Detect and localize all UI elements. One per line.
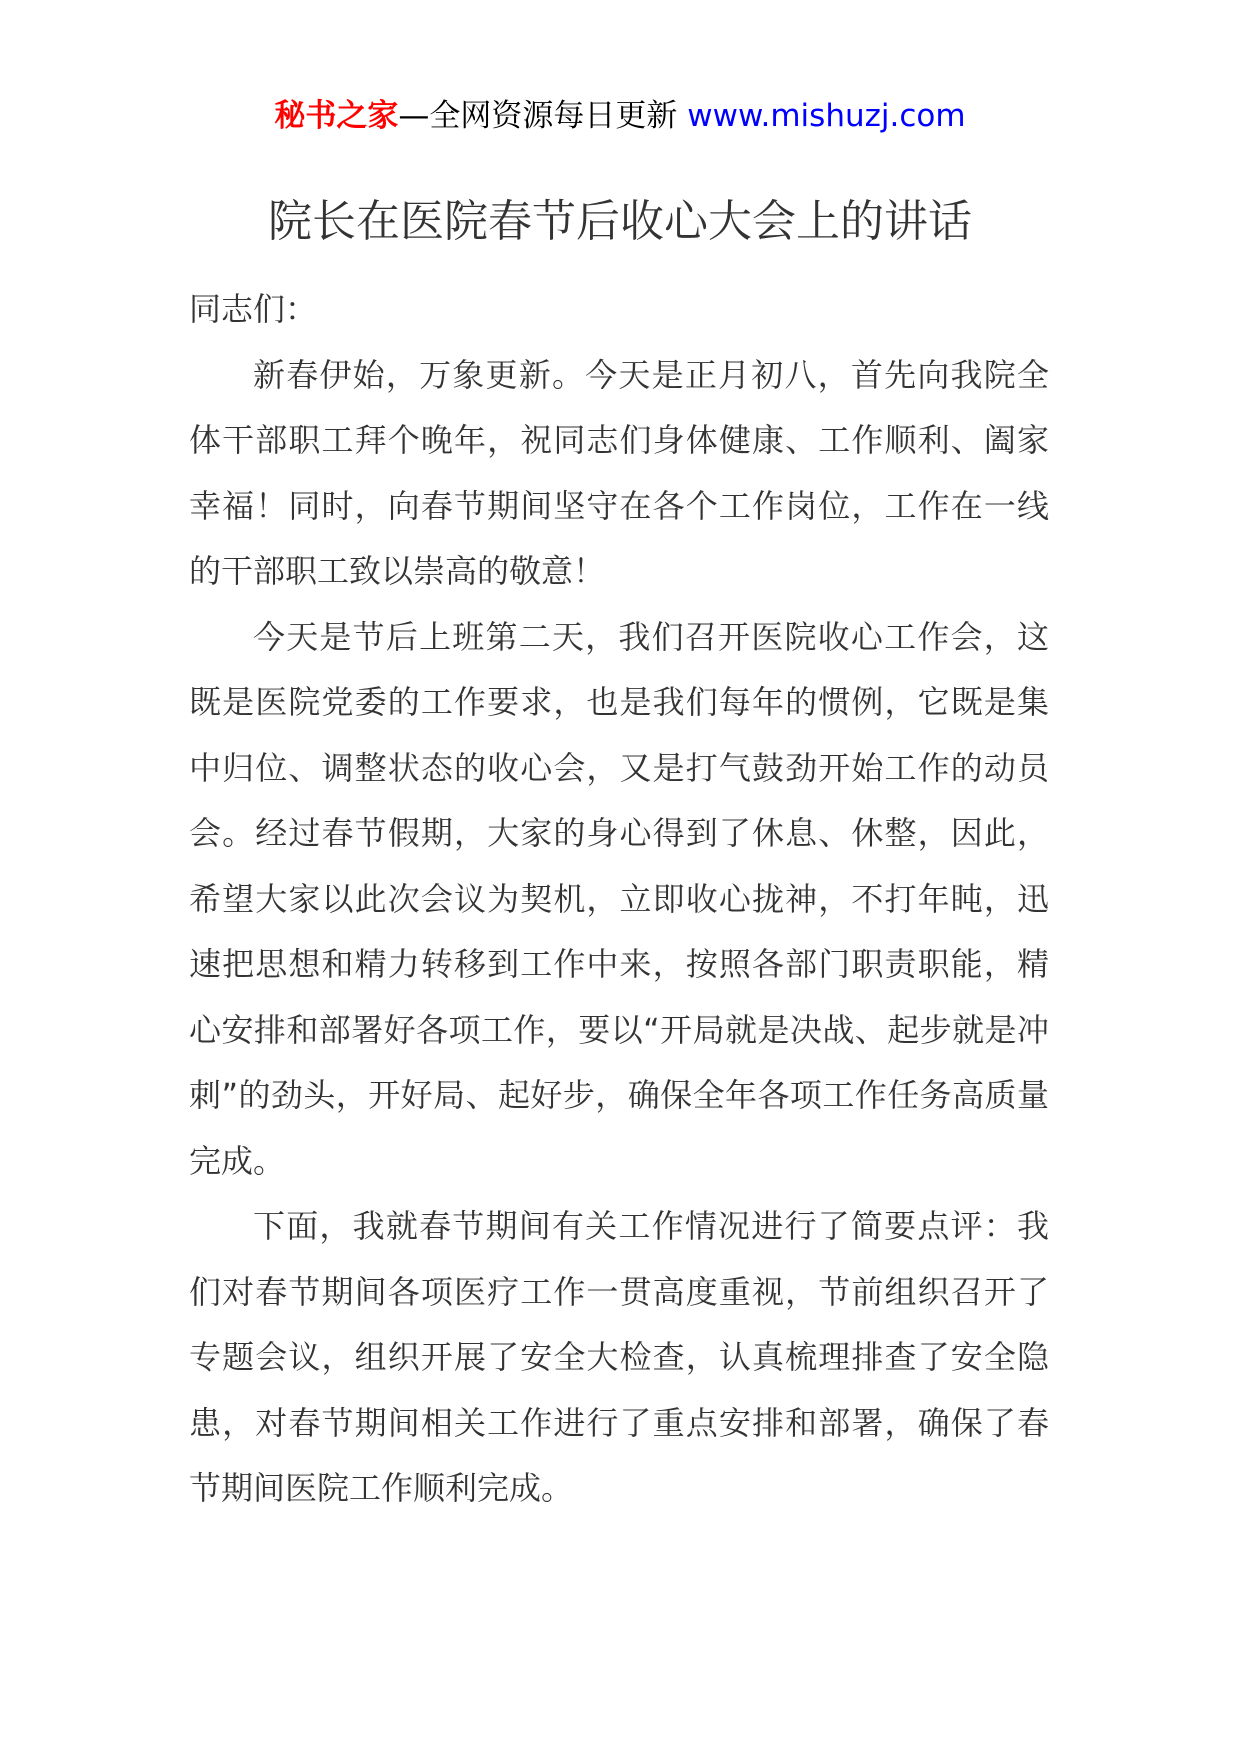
paragraph-2: 今天是节后上班第二天，我们召开医院收心工作会，这既是医院党委的工作要求，也是我们每年的惯例，它既是集中归位、调整状态的收心会，又是打气鼓劲开始工作的动员会。经过春节假期，大家的身心得到了休息、休整，因此，希望大家以此次会议为契机，立即收心拢神，不打年盹，迅速把思想和精力转移到工作中来，按照各部门职责职能，精心安排和部署好各项工作，要以“开局就是决战、起步就是冲刺”的劲头，开好局、起好步，确保全年各项工作任务高质量完成。 bbox=[189, 617, 1049, 1180]
document-title: 院长在医院春节后收心大会上的讲话 bbox=[268, 196, 972, 247]
paragraph-3: 下面，我就春节期间有关工作情况进行了简要点评：我们对春节期间各项医疗工作一贯高度重视，节前组织召开了专题会议，组织开展了安全大检查，认真梳理排查了安全隐患，对春节期间相关工作进行了重点安排和部署，确保了春节期间医院工作顺利完成。 bbox=[189, 1207, 1049, 1507]
site-url-link[interactable]: www.mishuzj.com bbox=[687, 98, 966, 134]
brand-name: 秘书之家 bbox=[274, 98, 399, 134]
document-body bbox=[189, 277, 1049, 1522]
site-header bbox=[0, 96, 1240, 136]
header-tagline: —全网资源每日更新 bbox=[398, 98, 678, 134]
salutation: 同志们： bbox=[189, 290, 318, 328]
paragraph-1: 新春伊始，万象更新。今天是正月初八，首先向我院全体干部职工拜个晚年，祝同志们身体健康、工作顺利、阖家幸福！同时，向春节期间坚守在各个工作岗位，工作在一线的干部职工致以崇高的敬意！ bbox=[189, 355, 1049, 590]
